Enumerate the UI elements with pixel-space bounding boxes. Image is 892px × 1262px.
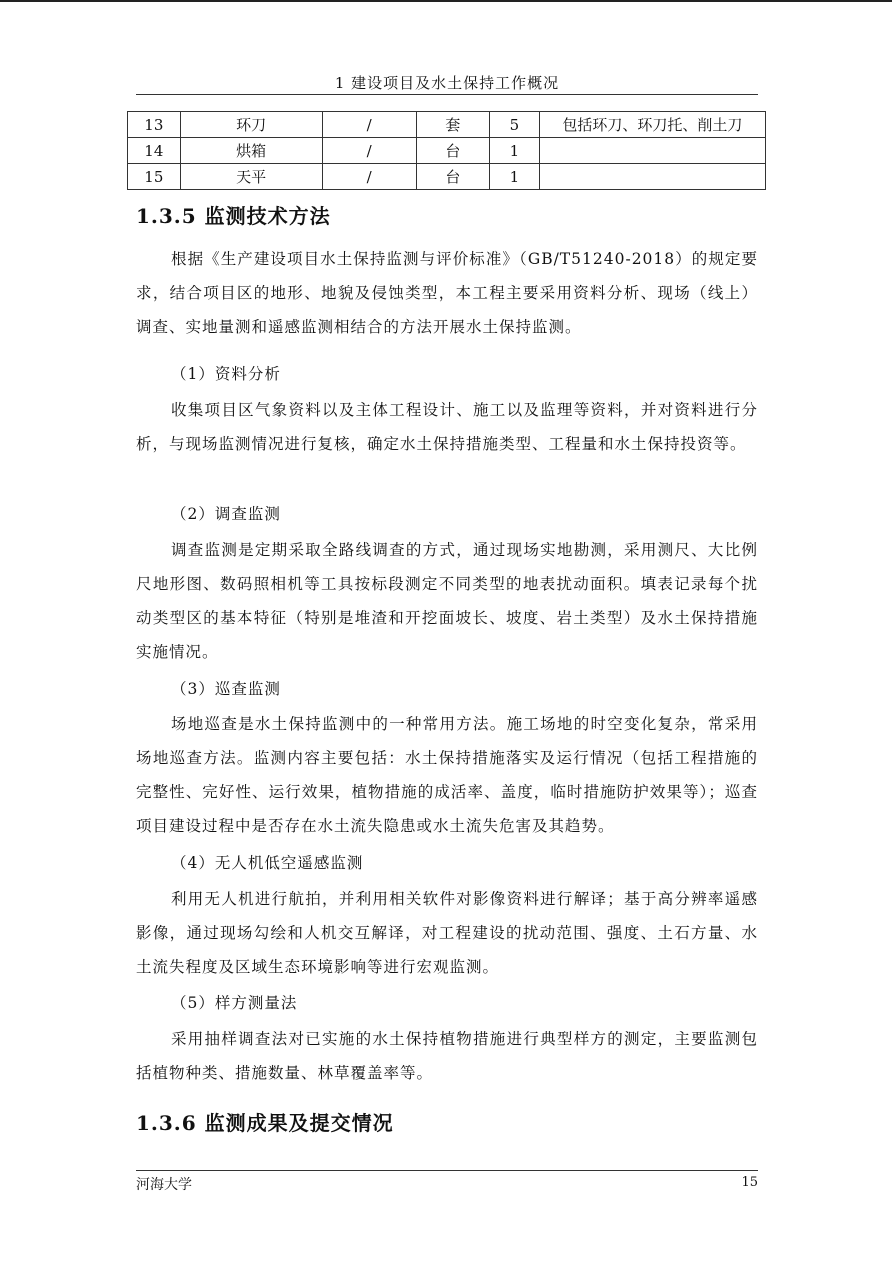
table-cell: 1	[490, 164, 540, 190]
method-text-3: 场地巡查是水土保持监测中的一种常用方法。施工场地的时空变化复杂，常采用场地巡查方法。监测内容主要包括：水土保持措施落实及运行情况（包括工程措施的完整性、完好性、运行效果，植物措施的成活率、盖度，临时措施防护效果等）；巡查项目建设过程中是否存在水土流失隐患或水土流失危害及其趋势。	[136, 715, 758, 835]
method-title-3: （3）巡查监测	[171, 680, 281, 698]
table-cell: 13	[128, 112, 181, 138]
table-row	[128, 164, 766, 190]
intro-paragraph: 根据《生产建设项目水土保持监测与评价标准》（GB/T51240-2018）的规定要求，结合项目区的地形、地貌及侵蚀类型，本工程主要采用资料分析、现场（线上）调查、实地量测和遥感监测相结合的方法开展水土保持监测。	[136, 250, 758, 336]
method-text-5: 采用抽样调查法对已实施的水土保持植物措施进行典型样方的测定，主要监测包括植物种类、措施数量、林草覆盖率等。	[136, 1030, 758, 1082]
section-heading-1-3-6: 1.3.6 监测成果及提交情况	[136, 1111, 394, 1135]
method-title-5: （5）样方测量法	[171, 994, 298, 1012]
table-row	[128, 112, 766, 138]
table-cell	[539, 164, 765, 190]
equipment-table	[127, 111, 766, 190]
table-cell: 套	[416, 112, 489, 138]
method-title-1: （1）资料分析	[171, 365, 281, 383]
page-number: 15	[741, 1175, 758, 1190]
table-cell: 14	[128, 138, 181, 164]
method-title-4: （4）无人机低空遥感监测	[171, 854, 364, 872]
header-divider	[136, 94, 758, 95]
top-border	[0, 0, 892, 2]
method-text-4: 利用无人机进行航拍，并利用相关软件对影像资料进行解译；基于高分辨率遥感影像，通过现场勾绘和人机交互解译，对工程建设的扰动范围、强度、土石方量、水土流失程度及区域生态环境影响等进行宏观监测。	[136, 890, 758, 976]
table-row	[128, 138, 766, 164]
footer-divider	[136, 1170, 758, 1171]
table-cell: 天平	[180, 164, 322, 190]
table-cell: 烘箱	[180, 138, 322, 164]
table-cell: 15	[128, 164, 181, 190]
table-cell: /	[322, 164, 416, 190]
method-title-2: （2）调查监测	[171, 505, 281, 523]
method-text-1: 收集项目区气象资料以及主体工程设计、施工以及监理等资料，并对资料进行分析，与现场监测情况进行复核，确定水土保持措施类型、工程量和水土保持投资等。	[136, 401, 758, 453]
table-cell: 5	[490, 112, 540, 138]
section-heading-1-3-5: 1.3.5 监测技术方法	[136, 204, 331, 228]
table-cell: 包括环刀、环刀托、削土刀	[539, 112, 765, 138]
table-cell: /	[322, 138, 416, 164]
method-text-2: 调查监测是定期采取全路线调查的方式，通过现场实地勘测，采用测尺、大比例尺地形图、数码照相机等工具按标段测定不同类型的地表扰动面积。填表记录每个扰动类型区的基本特征（特别是堆渣和开挖面坡长、坡度、岩土类型）及水土保持措施实施情况。	[136, 541, 758, 661]
footer-organization: 河海大学	[136, 1177, 192, 1193]
table-cell: /	[322, 112, 416, 138]
table-cell: 1	[490, 138, 540, 164]
table-cell	[539, 138, 765, 164]
table-cell: 台	[416, 138, 489, 164]
table-cell: 环刀	[180, 112, 322, 138]
running-header: 1 建设项目及水土保持工作概况	[334, 74, 560, 92]
table-cell: 台	[416, 164, 489, 190]
